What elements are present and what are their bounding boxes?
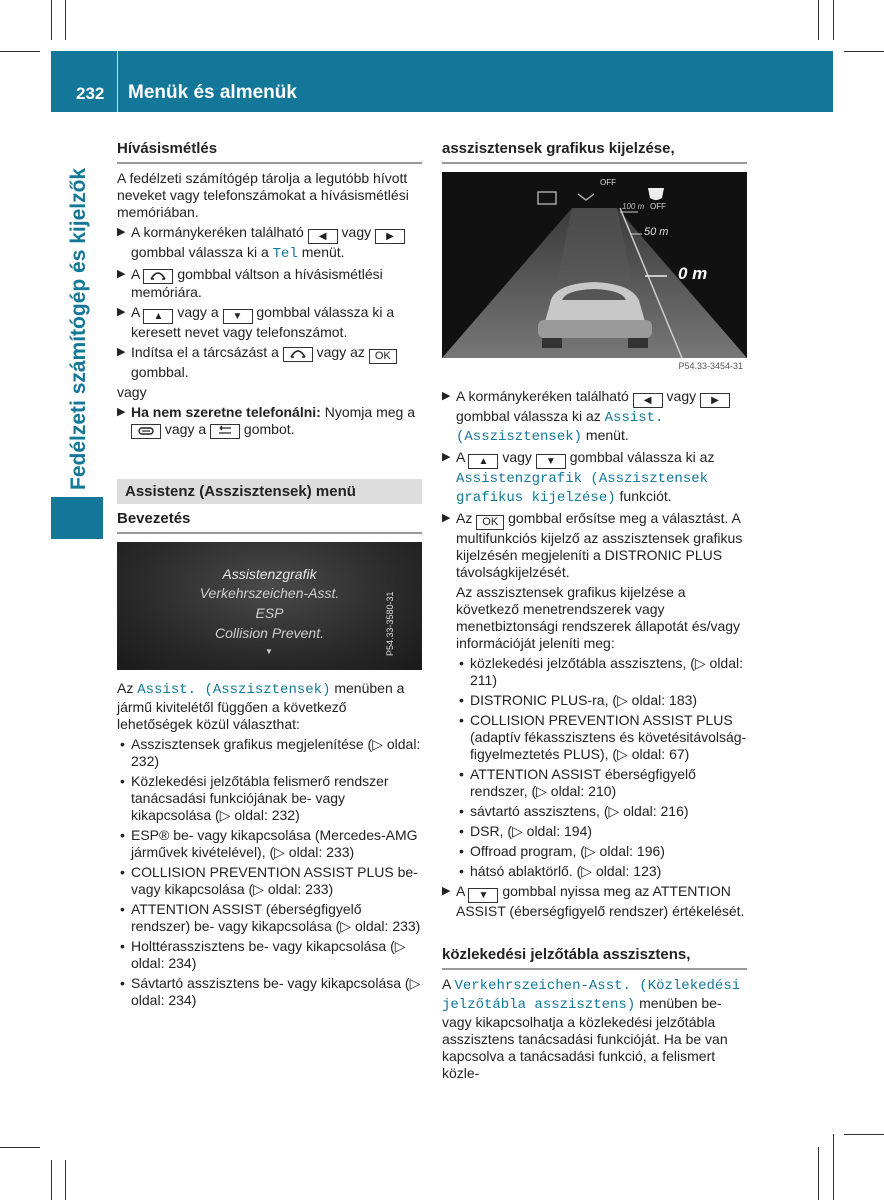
- distance-50m: 50 m: [644, 226, 669, 238]
- step-arrow-icon: ▶: [117, 306, 126, 318]
- left-column: [117, 140, 422, 1012]
- list-item: • COLLISION PREVENTION ASSIST PLUS (adaptív fékasszisztens és követésitávolság-figyelmeztetés PLUS), (▷ oldal: 67): [459, 712, 747, 762]
- figure-code: P54.33-3580-31: [385, 591, 395, 656]
- assist-menu-name: Assist. (Asszisztensek): [456, 410, 664, 445]
- phone-hangup-key-icon: [131, 424, 161, 439]
- ok-key: OK: [369, 349, 397, 364]
- coffee-cup-icon: [648, 188, 664, 200]
- crop-mark: [65, 1160, 66, 1200]
- step-arrow-icon: ▶: [117, 226, 126, 238]
- right-arrow-key-icon: ▶: [375, 229, 405, 244]
- section-heading-grafikus: asszisztensek grafikus kijelzése,: [442, 140, 747, 164]
- kozlekedesi-intro: A Verkehrszeichen-Asst. (Közlekedési jelzőtábla asszisztens) menüben be- vagy kikapcsolhatja a közlekedési jelzőtábla asszisztens tanácsadási funkcióját. Ha be van kapcsolva a tanácsadási funkció, a felismert közle-: [442, 976, 741, 1081]
- off-label: OFF: [650, 202, 666, 211]
- crop-mark: [51, 1160, 52, 1200]
- hivas-intro: A fedélzeti számítógép tárolja a legutóbb hívott neveket vagy telefonszámokat a hívásismétlési memóriában.: [117, 170, 409, 220]
- list-item: • Közlekedési jelzőtábla felismerő rendszer tanácsadási funkciójának be- vagy kikapcsolása (▷ oldal: 232): [120, 773, 389, 823]
- list-item: • közlekedési jelzőtábla asszisztens, (▷ oldal: 211): [459, 655, 744, 688]
- distance-100m: 100 m: [622, 202, 645, 211]
- distance-0m: 0 m: [678, 264, 708, 283]
- down-arrow-key-icon: ▼: [468, 888, 498, 903]
- step-1: ▶ A kormánykeréken található ◀ vagy ▶ gombbal válassza ki az Assist. (Asszisztensek) menüt.: [442, 388, 747, 446]
- assist-menu-figure: [117, 542, 422, 670]
- list-item: • ATTENTION ASSIST (éberségfigyelő rendszer) be- vagy kikapcsolása (▷ oldal: 233): [120, 901, 421, 934]
- off-label: OFF: [600, 178, 616, 187]
- crop-mark: [833, 1134, 834, 1200]
- crop-mark: [818, 0, 819, 40]
- step-5: ▶ Ha nem szeretne telefonálni: Nyomja meg a vagy a gombot.: [117, 404, 415, 437]
- right-column: [442, 140, 747, 1085]
- step-arrow-icon: ▶: [117, 346, 126, 358]
- right-arrow-key-icon: ▶: [700, 393, 730, 408]
- step-arrow-icon: ▶: [117, 406, 126, 418]
- list-item: • Asszisztensek grafikus megjelenítése (▷ oldal: 232): [120, 736, 421, 769]
- assist-options-list: [117, 736, 422, 1009]
- phone-pickup-key-icon: [143, 269, 173, 284]
- page-number: 232: [76, 84, 105, 103]
- list-item: • DSR, (▷ oldal: 194): [459, 823, 593, 839]
- side-chapter-block: [51, 497, 103, 539]
- crop-mark: [0, 1147, 40, 1148]
- step-3: ▶ A ▲ vagy a ▼ gombbal válassza ki a keresett nevet vagy telefonszámot.: [117, 304, 395, 340]
- assist-graphic-figure: [442, 172, 747, 376]
- list-item: • sávtartó asszisztens, (▷ oldal: 216): [459, 803, 689, 819]
- crop-mark: [0, 51, 40, 52]
- left-arrow-key-icon: ◀: [633, 393, 663, 408]
- step-4: ▶ Indítsa el a tárcsázást a vagy az OK gombbal.: [117, 344, 422, 381]
- header-divider: [117, 51, 118, 112]
- step-arrow-icon: ▶: [442, 512, 451, 524]
- verkehrszeichen-menu-name: Verkehrszeichen-Asst. (Közlekedési jelzőtábla asszisztens): [442, 978, 741, 1013]
- ok-key: OK: [476, 515, 504, 530]
- assist-menu-name: Assist. (Asszisztensek): [137, 682, 331, 698]
- left-arrow-key-icon: ◀: [308, 229, 338, 244]
- scroll-down-icon: ▼: [265, 647, 273, 656]
- section-bar-assistenz: Assistenz (Asszisztensek) menü: [117, 479, 422, 504]
- list-item: • Sávtartó asszisztens be- vagy kikapcsolása (▷ oldal: 234): [120, 975, 421, 1008]
- step-2: ▶ A gombbal váltson a hívásismétlési memóriára.: [117, 266, 383, 300]
- assist-intro: Az Assist. (Asszisztensek) menüben a jármű kivitelétől függően a következő lehetőségek közül választhat:: [117, 680, 405, 732]
- list-item: • Holttérasszisztens be- vagy kikapcsolása (▷ oldal: 234): [120, 938, 406, 971]
- assistenzgrafik-menu-name: Assistenzgrafik (Asszisztensek grafikus kijelzése): [456, 471, 709, 506]
- vagy-text: vagy: [117, 384, 147, 400]
- crop-mark: [818, 1147, 819, 1200]
- list-item: • COLLISION PREVENTION ASSIST PLUS be- vagy kikapcsolása (▷ oldal: 233): [120, 864, 418, 897]
- list-item: • ESP® be- vagy kikapcsolása (Mercedes-AMG járművek kivételével), (▷ oldal: 233): [120, 827, 418, 860]
- phone-pickup-key-icon: [283, 347, 313, 362]
- list-item: • ATTENTION ASSIST éberségfigyelő rendszer, (▷ oldal: 210): [459, 766, 696, 799]
- section-heading-bevezetes: Bevezetés: [117, 510, 422, 534]
- graphic-systems-list: [442, 655, 747, 880]
- step-arrow-icon: ▶: [442, 451, 451, 463]
- list-item: • DISTRONIC PLUS-ra, (▷ oldal: 183): [459, 692, 698, 708]
- step-4: ▶ A ▼ gombbal nyissa meg az ATTENTION ASSIST (éberségfigyelő rendszer) értékelését.: [442, 883, 745, 919]
- section-heading-hivas: Hívásismétlés: [117, 140, 422, 164]
- step-arrow-icon: ▶: [442, 885, 451, 897]
- list-item: • hátsó ablaktörlő. (▷ oldal: 123): [459, 863, 662, 879]
- menu-item: ESP: [255, 605, 284, 621]
- step-2: ▶ A ▲ vagy ▼ gombbal válassza ki az Assistenzgrafik (Asszisztensek grafikus kijelzése) funkciót.: [442, 449, 715, 506]
- step-arrow-icon: ▶: [117, 268, 126, 280]
- back-key-icon: [210, 424, 240, 439]
- crop-mark: [844, 51, 884, 52]
- page-title: Menük és almenük: [128, 82, 297, 103]
- section-heading-kozlekedesi: közlekedési jelzőtábla asszisztens,: [442, 946, 747, 970]
- down-arrow-key-icon: ▼: [536, 454, 566, 469]
- step-1: ▶ A kormánykeréken található ◀ vagy ▶ gombbal válassza ki a Tel menüt.: [117, 224, 422, 263]
- up-arrow-key-icon: ▲: [143, 309, 173, 324]
- menu-item: Verkehrszeichen-Asst.: [199, 585, 340, 601]
- menu-item: Collision Prevent.: [215, 625, 324, 641]
- step-3: ▶ Az OK gombbal erősítse meg a választást. A multifunkciós kijelző az asszisztensek grafikus kijelzésén megjeleníti a DISTRONIC PLUS távolságkijelzését.: [442, 510, 743, 580]
- menu-item: Assistenzgrafik: [222, 566, 317, 582]
- graphic-description: Az asszisztensek grafikus kijelzése a következő menetrendszerek vagy menetbiztonsági rendszerek állapotát és/vagy információját jeleníti meg:: [456, 584, 741, 651]
- figure-code: P54.33-3454-31: [678, 361, 743, 371]
- crop-mark: [844, 1134, 884, 1135]
- list-item: • Offroad program, (▷ oldal: 196): [459, 843, 665, 859]
- crop-mark: [51, 0, 52, 40]
- tel-menu-name: Tel: [272, 246, 298, 262]
- side-chapter-label: Fedélzeti számítógép és kijelzők: [67, 167, 90, 490]
- crop-mark: [833, 0, 834, 40]
- step-arrow-icon: ▶: [442, 390, 451, 402]
- down-arrow-key-icon: ▼: [223, 309, 253, 324]
- crop-mark: [65, 0, 66, 40]
- up-arrow-key-icon: ▲: [468, 454, 498, 469]
